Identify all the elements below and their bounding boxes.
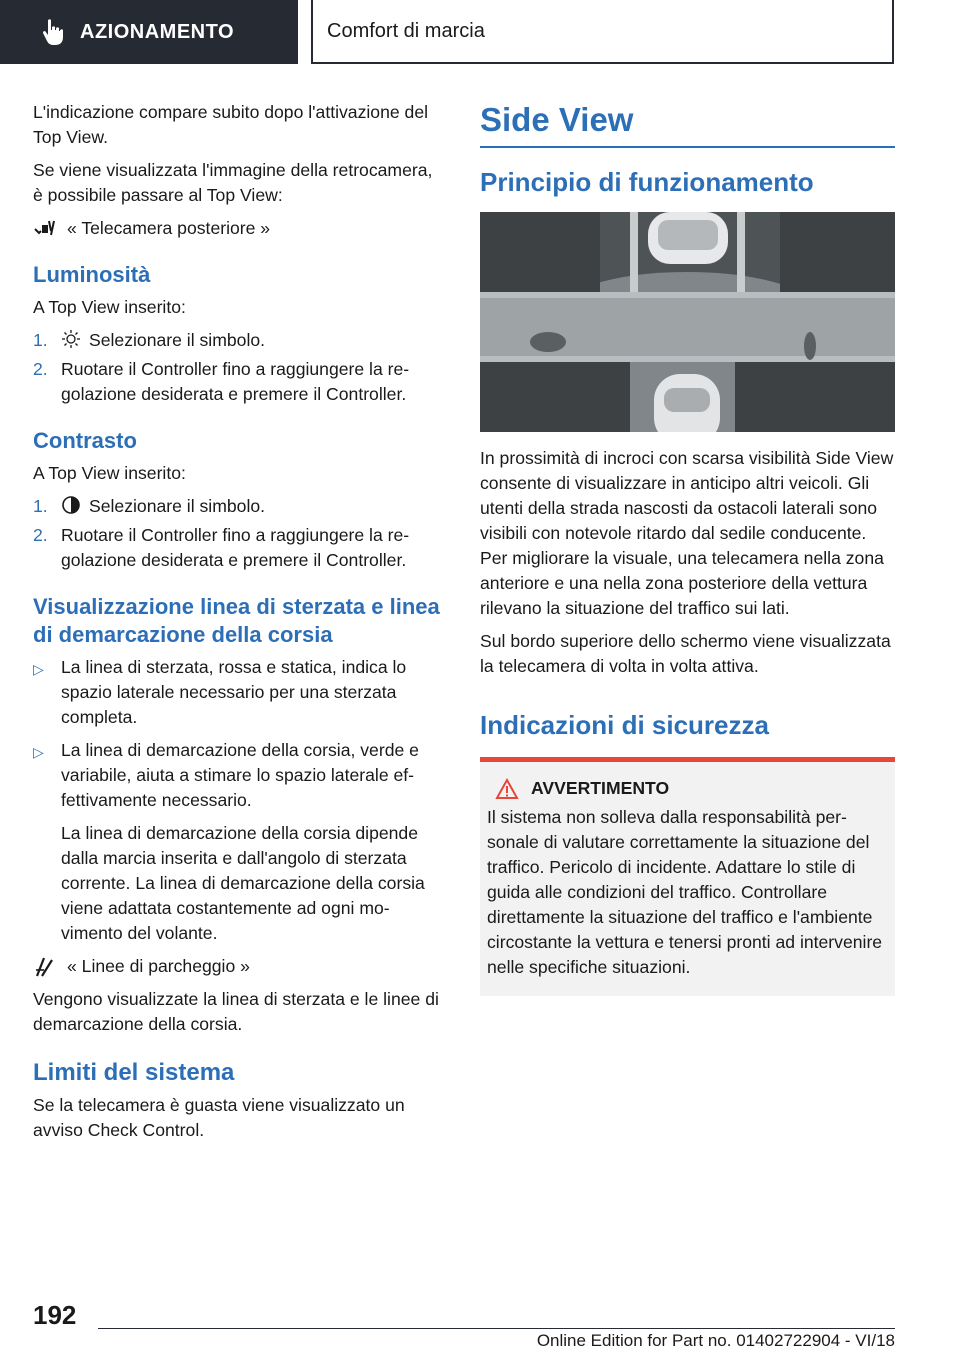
step-number: 2. (33, 359, 48, 379)
section-title: AZIONAMENTO (80, 20, 235, 43)
contrast-icon (61, 494, 83, 516)
list-item (33, 738, 445, 813)
step-text: Selezionare il simbolo. (89, 496, 266, 516)
list-item (33, 655, 445, 730)
step-text: Ruotare il Controller fino a raggiungere la regolazione desiderata e premere il Controller. (61, 359, 410, 404)
warning-triangle-icon (495, 778, 519, 800)
symbol-line (33, 954, 445, 979)
list-item (33, 494, 445, 519)
hand-pointer-icon (40, 18, 66, 46)
brightness-icon (61, 328, 83, 350)
warning-header (487, 776, 887, 801)
paragraph: Se viene visualizzata l'immagine della retrocamera, è possibile passare al Top View: (33, 160, 433, 205)
step-text: Ruotare il Controller fino a raggiungere la regolazione desiderata e premere il Controller. (61, 525, 410, 570)
chapter-title: Comfort di marcia (327, 19, 485, 42)
list-item (33, 328, 445, 353)
heading-side-view: Side View (480, 100, 895, 148)
heading-limiti: Limiti del sistema (33, 1059, 235, 1086)
symbol-line (33, 216, 445, 241)
bullet-text: La linea di sterzata, rossa e statica, indica lo spazio laterale necessario per una sterzata completa. (61, 657, 407, 727)
heading-linee: Visualizzazione linea di sterzata e linea di demarcazione della corsia (33, 594, 440, 647)
bullet-marker-icon: ▷ (33, 661, 44, 677)
heading-luminosita: Luminosità (33, 262, 151, 287)
steps-list (33, 328, 445, 407)
parking-lines-icon (33, 956, 59, 978)
heading-principio: Principio di funzionamento (480, 167, 814, 197)
paragraph: In prossimità di incroci con scarsa visibilità Side View consente di visualizzare in anticipo altri veicoli. Gli utenti della strada nascosti da ostacoli laterali sono visibili con notevole ritardo dal sedile conducente. Per migliorare la visuale, una telecamera nella zona anteriore e una nella zona posteriore della vettura rilevano la situazione del traffico sui lati. (480, 448, 894, 618)
side-view-illustration (480, 212, 895, 432)
heading-contrasto: Contrasto (33, 428, 137, 453)
section-tab (0, 0, 298, 64)
step-number: 2. (33, 525, 48, 545)
paragraph: L'indicazione compare subito dopo l'attivazione del Top View. (33, 102, 429, 147)
step-number: 1. (33, 330, 48, 350)
steps-list (33, 494, 445, 573)
paragraph: Vengono visualizzate la linea di sterzata e le linee di demarcazione della corsia. (33, 989, 439, 1034)
list-item (33, 357, 445, 407)
footer-edition: Online Edition for Part no. 01402722904 - VI/18 (536, 1331, 895, 1350)
footer-divider (98, 1328, 895, 1329)
bullet-continuation: La linea di demarcazione della corsia dipende dalla marcia inserita e dall'angolo di sterzata corrente. La linea di demarcazione della corsia viene adattata costantemente ad ogni movimento del volante. (61, 823, 425, 943)
camera-view-icon (33, 218, 59, 240)
intro-text: A Top View inserito: (33, 463, 186, 483)
bullet-list (33, 655, 445, 946)
step-text: Selezionare il simbolo. (89, 330, 266, 350)
warning-label: AVVERTIMENTO (531, 778, 670, 798)
bullet-marker-icon: ▷ (33, 744, 44, 760)
paragraph: Se la telecamera è guasta viene visualizzato un avviso Check Control. (33, 1095, 405, 1140)
intro-text: A Top View inserito: (33, 297, 186, 317)
heading-sicurezza: Indicazioni di sicurezza (480, 710, 769, 740)
warning-box (480, 757, 895, 996)
symbol-label: « Telecamera posteriore » (67, 218, 271, 238)
paragraph: Sul bordo superiore dello schermo viene visualizzata la telecamera di volta in volta attiva. (480, 631, 891, 676)
list-item (33, 523, 445, 573)
left-column (33, 100, 445, 1151)
warning-text: Il sistema non solleva dalla responsabilità personale di valutare correttamente la situazione del traffico. Pericolo di incidente. Adattare lo stile di guida alle condizioni del traffico. Controllare direttamente la situazione del traffico e l'ambiente circostante la vettura e tenersi pronti ad intervenire nelle specifiche situazioni. (487, 807, 883, 977)
bullet-text: La linea di demarcazione della corsia, verde e variabile, aiuta a stimare lo spazio laterale effettivamente necessario. (61, 740, 419, 810)
chapter-header (311, 0, 894, 64)
symbol-label: « Linee di parcheggio » (67, 956, 250, 976)
right-column (480, 100, 895, 996)
page-number: 192 (33, 1300, 77, 1330)
step-number: 1. (33, 496, 48, 516)
